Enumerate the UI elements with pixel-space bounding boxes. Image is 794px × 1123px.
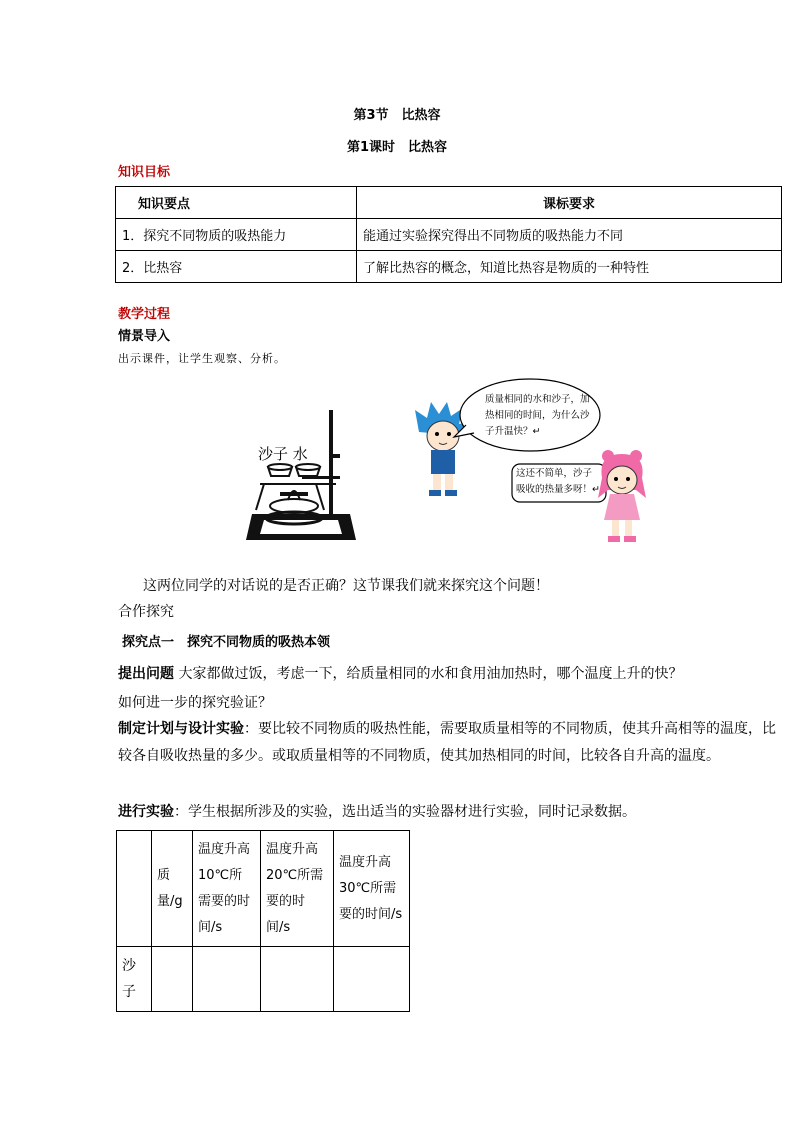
point-one-heading: 探究点一 探究不同物质的吸热本领 xyxy=(122,635,331,650)
apparatus-label: 沙子 水 xyxy=(258,445,308,463)
data-table xyxy=(116,830,410,1012)
girl-speech-text: 这还不简单，沙子吸收的热量多呀！↵ xyxy=(516,468,600,495)
process-label: 教学过程 xyxy=(118,307,171,322)
column-header xyxy=(117,831,152,947)
table-cell: 能通过实验探究得出不同物质的吸热能力不同 xyxy=(357,219,782,251)
table-cell: 了解比热容的概念，知道比热容是物质的一种特性 xyxy=(357,251,782,283)
knowledge-goal-label: 知识目标 xyxy=(118,165,171,180)
column-header: 课标要求 xyxy=(357,187,782,219)
column-header: 温度升高20℃所需要的时间/s xyxy=(261,831,334,947)
table-row xyxy=(116,251,782,283)
plan-label: 制定计划与设计实验 xyxy=(118,721,244,737)
table-cell: 2．比热容 xyxy=(116,251,357,283)
how-text: 如何进一步的探究验证？ xyxy=(118,695,272,711)
table-cell: 1．探究不同物质的吸热能力 xyxy=(116,219,357,251)
table-cell xyxy=(261,947,334,1012)
do-paragraph xyxy=(118,799,788,826)
coop-label: 合作探究 xyxy=(118,604,174,620)
heating-apparatus-figure xyxy=(246,410,366,545)
table-cell: 沙子 xyxy=(117,947,152,1012)
column-header: 质量/g xyxy=(152,831,193,947)
do-text: ：学生根据所涉及的实验，选出适当的实验器材进行实验，同时记录数据。 xyxy=(174,804,636,820)
table-row xyxy=(116,219,782,251)
intro-label: 情景导入 xyxy=(118,329,171,344)
table-cell xyxy=(193,947,261,1012)
question-text: 这两位同学的对话说的是否正确？这节课我们就来探究这个问题！ xyxy=(143,578,549,594)
raise-question-paragraph xyxy=(118,661,788,688)
intro-text: 出示课件，让学生观察、分析。 xyxy=(118,352,286,365)
column-header: 温度升高10℃所需要的时间/s xyxy=(193,831,261,947)
table-header-row xyxy=(116,187,782,219)
girl-character xyxy=(594,450,650,544)
section-title: 第3节 比热容 xyxy=(353,108,441,123)
column-header: 温度升高30℃所需要的时间/s xyxy=(334,831,410,947)
table-header-row xyxy=(117,831,410,947)
plan-paragraph xyxy=(118,716,788,770)
plan-text: ：要比较不同物质的吸热性能，需要取质量相等的不同物质，使其升高相等的温度，比较各自吸收热量的多少。或取质量相等的不同物质，使其加热相同的时间，比较各自升高的温度。 xyxy=(118,721,776,764)
boy-speech-text: 质量相同的水和沙子，加热相同的时间，为什么沙子升温快？↵ xyxy=(485,394,590,437)
table-cell xyxy=(334,947,410,1012)
column-header: 知识要点 xyxy=(116,187,357,219)
table-cell xyxy=(152,947,193,1012)
table-row xyxy=(117,947,410,1012)
lesson-title: 第1课时 比热容 xyxy=(346,140,448,155)
knowledge-goal-table xyxy=(115,186,782,283)
raise-label: 提出问题 xyxy=(118,666,174,682)
do-label: 进行实验 xyxy=(118,804,174,820)
raise-text: 大家都做过饭，考虑一下，给质量相同的水和食用油加热时，哪个温度上升的快？ xyxy=(178,666,683,682)
